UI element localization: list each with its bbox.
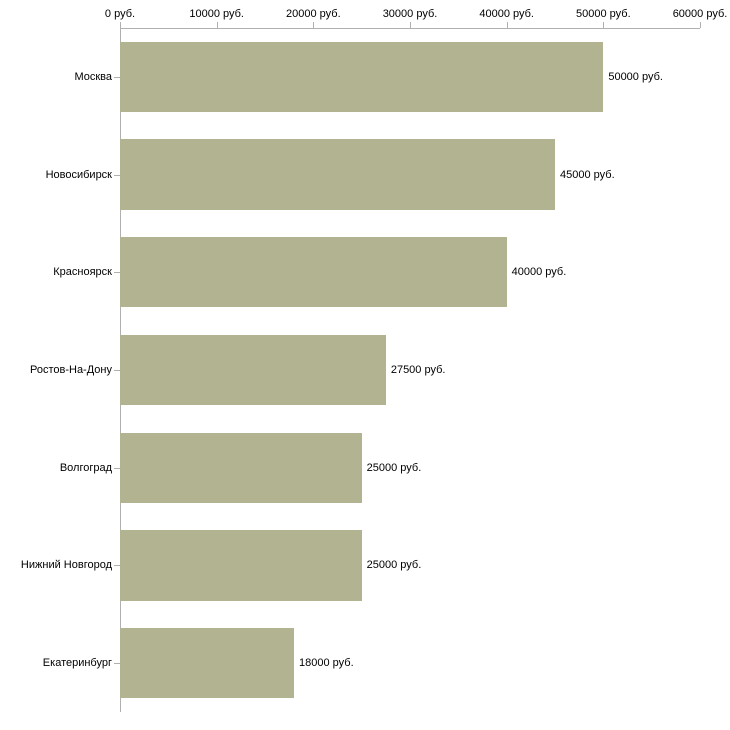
x-tick-mark [700, 22, 701, 28]
bar-value-label: 45000 руб. [560, 168, 615, 181]
y-tick-label: Москва [74, 70, 112, 83]
y-tick-label: Красноярск [53, 266, 112, 279]
bar[interactable] [120, 530, 362, 600]
y-axis-label-wrap [0, 70, 112, 84]
y-tick-label: Новосибирск [45, 168, 112, 181]
bar[interactable] [120, 139, 555, 209]
bar-value-label: 50000 руб. [608, 70, 663, 83]
y-tick-label: Волгоград [59, 461, 112, 474]
y-axis-label-wrap [0, 558, 112, 572]
bar-value-label: 25000 руб. [366, 559, 422, 572]
y-axis-label-wrap [0, 363, 112, 377]
x-tick-label: 50000 руб. [576, 8, 631, 20]
x-tick-label: 40000 руб. [479, 8, 534, 20]
bar[interactable] [120, 42, 603, 112]
x-tick-label: 20000 руб. [286, 8, 341, 20]
y-axis-label-wrap [0, 265, 112, 279]
x-tick-label: 30000 руб. [382, 8, 438, 20]
bar[interactable] [120, 628, 294, 698]
y-tick-label: Екатеринбург [42, 657, 112, 670]
bar-value-label: 18000 руб. [299, 657, 354, 670]
y-tick-label: Ростов-На-Дону [29, 364, 112, 376]
y-tick-label: Нижний Новгород [20, 559, 112, 572]
bar-value-label: 40000 руб. [511, 266, 567, 279]
y-axis-label-wrap [0, 656, 112, 670]
x-tick-label: 0 руб. [104, 8, 136, 20]
y-axis-label-wrap [0, 168, 112, 182]
bar-value-label: 25000 руб. [366, 461, 422, 474]
x-tick-label: 10000 руб. [189, 8, 244, 20]
x-tick-label: 60000 руб. [672, 8, 728, 20]
bar[interactable] [120, 433, 362, 503]
bar-value-label: 27500 руб. [390, 364, 446, 376]
y-axis-label-wrap [0, 461, 112, 475]
bar[interactable] [120, 237, 507, 307]
bar[interactable] [120, 335, 386, 405]
